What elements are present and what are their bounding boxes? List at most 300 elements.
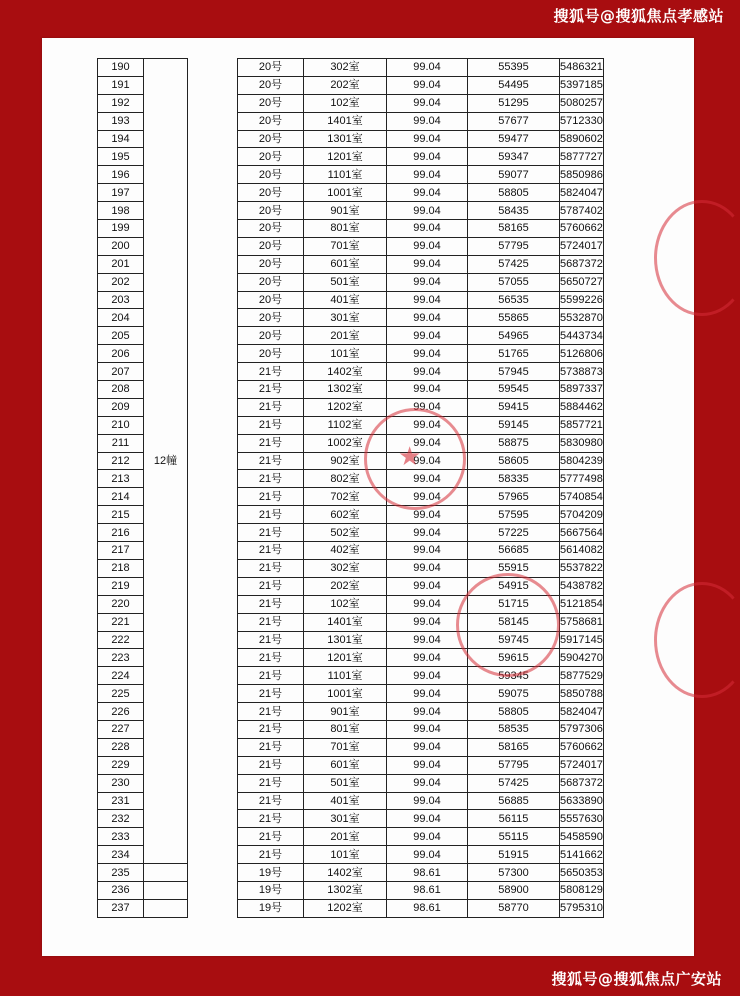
cell-unit-building: 20号 (238, 237, 304, 255)
cell-room: 101室 (304, 345, 387, 363)
cell-total-price: 5804239 (560, 452, 604, 470)
cell-unit-price: 59615 (468, 649, 560, 667)
cell-total-price: 5704209 (560, 506, 604, 524)
cell-unit-price: 58535 (468, 720, 560, 738)
cell-area: 99.04 (387, 720, 468, 738)
cell-row-number: 235 (98, 864, 144, 882)
cell-spacer (188, 327, 238, 345)
cell-room: 701室 (304, 738, 387, 756)
cell-unit-price: 57225 (468, 524, 560, 542)
cell-row-number: 236 (98, 881, 144, 899)
cell-row-number: 223 (98, 649, 144, 667)
cell-row-number: 228 (98, 738, 144, 756)
cell-row-number: 202 (98, 273, 144, 291)
cell-row-number: 230 (98, 774, 144, 792)
cell-area: 99.04 (387, 255, 468, 273)
cell-spacer (188, 345, 238, 363)
cell-unit-building: 21号 (238, 398, 304, 416)
cell-unit-building: 21号 (238, 846, 304, 864)
cell-unit-price: 56115 (468, 810, 560, 828)
table-row (98, 881, 604, 899)
cell-area: 99.04 (387, 130, 468, 148)
cell-unit-price: 58805 (468, 184, 560, 202)
cell-row-number: 219 (98, 577, 144, 595)
cell-unit-building: 21号 (238, 613, 304, 631)
cell-unit-price: 58335 (468, 470, 560, 488)
cell-spacer (188, 846, 238, 864)
cell-unit-building: 21号 (238, 559, 304, 577)
cell-unit-price: 56885 (468, 792, 560, 810)
cell-row-number: 226 (98, 703, 144, 721)
cell-area: 99.04 (387, 810, 468, 828)
cell-total-price: 5633890 (560, 792, 604, 810)
cell-area: 99.04 (387, 649, 468, 667)
cell-total-price: 5080257 (560, 94, 604, 112)
cell-unit-price: 51765 (468, 345, 560, 363)
cell-unit-building: 20号 (238, 255, 304, 273)
table-body (98, 59, 604, 918)
table-row (98, 864, 604, 882)
cell-unit-price: 59415 (468, 398, 560, 416)
cell-area: 99.04 (387, 94, 468, 112)
cell-spacer (188, 828, 238, 846)
cell-room: 701室 (304, 237, 387, 255)
cell-area: 99.04 (387, 166, 468, 184)
cell-total-price: 5877529 (560, 667, 604, 685)
cell-room: 202室 (304, 577, 387, 595)
cell-spacer (188, 273, 238, 291)
cell-spacer (188, 506, 238, 524)
cell-area: 99.04 (387, 345, 468, 363)
cell-unit-building: 20号 (238, 345, 304, 363)
cell-unit-building: 21号 (238, 792, 304, 810)
cell-total-price: 5724017 (560, 756, 604, 774)
cell-row-number: 206 (98, 345, 144, 363)
cell-area: 99.04 (387, 398, 468, 416)
cell-area: 99.04 (387, 237, 468, 255)
cell-unit-price: 54915 (468, 577, 560, 595)
cell-room: 1402室 (304, 864, 387, 882)
cell-spacer (188, 398, 238, 416)
cell-row-number: 208 (98, 381, 144, 399)
cell-area: 99.04 (387, 738, 468, 756)
cell-unit-building: 19号 (238, 881, 304, 899)
cell-room: 1201室 (304, 148, 387, 166)
cell-area: 99.04 (387, 291, 468, 309)
cell-unit-price: 59345 (468, 667, 560, 685)
cell-total-price: 5537822 (560, 559, 604, 577)
cell-room: 301室 (304, 810, 387, 828)
cell-total-price: 5850788 (560, 685, 604, 703)
cell-row-number: 195 (98, 148, 144, 166)
document-page (42, 38, 694, 956)
cell-area: 98.61 (387, 881, 468, 899)
cell-unit-price: 57425 (468, 774, 560, 792)
cell-unit-price: 54495 (468, 76, 560, 94)
cell-area: 99.04 (387, 148, 468, 166)
cell-spacer (188, 881, 238, 899)
cell-total-price: 5121854 (560, 595, 604, 613)
cell-total-price: 5777498 (560, 470, 604, 488)
cell-area: 99.04 (387, 76, 468, 94)
cell-row-number: 209 (98, 398, 144, 416)
cell-total-price: 5758681 (560, 613, 604, 631)
cell-room: 801室 (304, 220, 387, 238)
cell-unit-building: 21号 (238, 667, 304, 685)
cell-spacer (188, 792, 238, 810)
cell-total-price: 5808129 (560, 881, 604, 899)
cell-unit-building: 21号 (238, 595, 304, 613)
cell-spacer (188, 184, 238, 202)
cell-spacer (188, 363, 238, 381)
cell-room: 302室 (304, 59, 387, 77)
cell-room: 1401室 (304, 613, 387, 631)
cell-area: 99.04 (387, 452, 468, 470)
cell-area: 99.04 (387, 202, 468, 220)
cell-unit-building: 20号 (238, 273, 304, 291)
cell-row-number: 196 (98, 166, 144, 184)
cell-unit-building: 20号 (238, 94, 304, 112)
cell-spacer (188, 434, 238, 452)
cell-total-price: 5897337 (560, 381, 604, 399)
cell-room: 702室 (304, 488, 387, 506)
cell-unit-building: 21号 (238, 577, 304, 595)
cell-total-price: 5795310 (560, 899, 604, 917)
cell-unit-building: 20号 (238, 291, 304, 309)
cell-area: 98.61 (387, 864, 468, 882)
cell-building-group-empty (144, 881, 188, 899)
cell-spacer (188, 59, 238, 77)
cell-unit-price: 58605 (468, 452, 560, 470)
cell-row-number: 216 (98, 524, 144, 542)
cell-spacer (188, 613, 238, 631)
cell-spacer (188, 148, 238, 166)
cell-row-number: 213 (98, 470, 144, 488)
cell-unit-price: 51715 (468, 595, 560, 613)
cell-total-price: 5797306 (560, 720, 604, 738)
cell-area: 99.04 (387, 792, 468, 810)
cell-unit-building: 20号 (238, 112, 304, 130)
cell-row-number: 204 (98, 309, 144, 327)
cell-spacer (188, 649, 238, 667)
cell-room: 1302室 (304, 381, 387, 399)
cell-unit-price: 58805 (468, 703, 560, 721)
cell-spacer (188, 381, 238, 399)
cell-area: 99.04 (387, 846, 468, 864)
cell-row-number: 207 (98, 363, 144, 381)
cell-spacer (188, 255, 238, 273)
cell-spacer (188, 524, 238, 542)
cell-room: 201室 (304, 828, 387, 846)
cell-spacer (188, 416, 238, 434)
cell-total-price: 5824047 (560, 703, 604, 721)
cell-room: 902室 (304, 452, 387, 470)
cell-area: 99.04 (387, 524, 468, 542)
price-table (97, 58, 604, 918)
cell-area: 99.04 (387, 363, 468, 381)
cell-unit-price: 54965 (468, 327, 560, 345)
cell-unit-building: 20号 (238, 130, 304, 148)
cell-total-price: 5760662 (560, 738, 604, 756)
cell-area: 99.04 (387, 309, 468, 327)
cell-room: 102室 (304, 595, 387, 613)
cell-row-number: 224 (98, 667, 144, 685)
cell-room: 801室 (304, 720, 387, 738)
cell-spacer (188, 237, 238, 255)
cell-row-number: 234 (98, 846, 144, 864)
cell-total-price: 5904270 (560, 649, 604, 667)
cell-room: 102室 (304, 94, 387, 112)
cell-row-number: 203 (98, 291, 144, 309)
cell-spacer (188, 452, 238, 470)
cell-area: 99.04 (387, 416, 468, 434)
cell-spacer (188, 309, 238, 327)
cell-room: 1002室 (304, 434, 387, 452)
cell-area: 99.04 (387, 220, 468, 238)
cell-row-number: 225 (98, 685, 144, 703)
cell-unit-building: 20号 (238, 202, 304, 220)
cell-total-price: 5667564 (560, 524, 604, 542)
cell-total-price: 5917145 (560, 631, 604, 649)
cell-row-number: 193 (98, 112, 144, 130)
cell-unit-price: 59347 (468, 148, 560, 166)
seal-star-icon: ★ (398, 442, 422, 472)
cell-spacer (188, 595, 238, 613)
cell-room: 1001室 (304, 685, 387, 703)
cell-room: 501室 (304, 774, 387, 792)
cell-unit-price: 56685 (468, 542, 560, 560)
cell-unit-price: 57795 (468, 237, 560, 255)
cell-area: 99.04 (387, 577, 468, 595)
cell-room: 1302室 (304, 881, 387, 899)
cell-area: 99.04 (387, 381, 468, 399)
cell-unit-building: 21号 (238, 524, 304, 542)
cell-unit-building: 20号 (238, 59, 304, 77)
cell-unit-building: 20号 (238, 166, 304, 184)
cell-total-price: 5141662 (560, 846, 604, 864)
cell-total-price: 5890602 (560, 130, 604, 148)
cell-total-price: 5824047 (560, 184, 604, 202)
cell-row-number: 200 (98, 237, 144, 255)
cell-unit-price: 55395 (468, 59, 560, 77)
cell-area: 99.04 (387, 434, 468, 452)
cell-area: 99.04 (387, 685, 468, 703)
cell-unit-building: 21号 (238, 756, 304, 774)
cell-unit-price: 57965 (468, 488, 560, 506)
cell-unit-building: 21号 (238, 542, 304, 560)
cell-area: 99.04 (387, 595, 468, 613)
cell-spacer (188, 130, 238, 148)
cell-total-price: 5724017 (560, 237, 604, 255)
cell-total-price: 5557630 (560, 810, 604, 828)
cell-room: 502室 (304, 524, 387, 542)
cell-unit-building: 19号 (238, 899, 304, 917)
cell-spacer (188, 94, 238, 112)
cell-total-price: 5126806 (560, 345, 604, 363)
cell-total-price: 5599226 (560, 291, 604, 309)
cell-spacer (188, 864, 238, 882)
cell-total-price: 5740854 (560, 488, 604, 506)
cell-spacer (188, 76, 238, 94)
cell-unit-building: 21号 (238, 774, 304, 792)
cell-total-price: 5884462 (560, 398, 604, 416)
cell-spacer (188, 220, 238, 238)
cell-unit-price: 57595 (468, 506, 560, 524)
cell-room: 302室 (304, 559, 387, 577)
cell-unit-price: 57945 (468, 363, 560, 381)
cell-unit-price: 58145 (468, 613, 560, 631)
cell-area: 99.04 (387, 613, 468, 631)
cell-spacer (188, 166, 238, 184)
cell-room: 601室 (304, 756, 387, 774)
cell-row-number: 222 (98, 631, 144, 649)
cell-row-number: 214 (98, 488, 144, 506)
cell-total-price: 5760662 (560, 220, 604, 238)
cell-room: 1301室 (304, 130, 387, 148)
cell-area: 99.04 (387, 506, 468, 524)
cell-unit-building: 20号 (238, 327, 304, 345)
cell-spacer (188, 738, 238, 756)
cell-unit-price: 58770 (468, 899, 560, 917)
cell-unit-building: 20号 (238, 309, 304, 327)
cell-spacer (188, 631, 238, 649)
cell-unit-price: 59077 (468, 166, 560, 184)
cell-row-number: 197 (98, 184, 144, 202)
cell-unit-price: 55865 (468, 309, 560, 327)
cell-row-number: 211 (98, 434, 144, 452)
cell-room: 1202室 (304, 398, 387, 416)
cell-total-price: 5687372 (560, 255, 604, 273)
cell-room: 601室 (304, 255, 387, 273)
cell-room: 802室 (304, 470, 387, 488)
cell-row-number: 199 (98, 220, 144, 238)
cell-room: 1202室 (304, 899, 387, 917)
cell-row-number: 205 (98, 327, 144, 345)
partial-seal (654, 582, 740, 698)
cell-row-number: 232 (98, 810, 144, 828)
cell-room: 501室 (304, 273, 387, 291)
cell-total-price: 5850986 (560, 166, 604, 184)
cell-total-price: 5787402 (560, 202, 604, 220)
cell-room: 602室 (304, 506, 387, 524)
cell-row-number: 212 (98, 452, 144, 470)
cell-unit-building: 19号 (238, 864, 304, 882)
cell-row-number: 229 (98, 756, 144, 774)
cell-building-group-empty (144, 899, 188, 917)
cell-unit-building: 21号 (238, 631, 304, 649)
cell-total-price: 5650353 (560, 864, 604, 882)
cell-spacer (188, 559, 238, 577)
cell-area: 99.04 (387, 756, 468, 774)
cell-room: 301室 (304, 309, 387, 327)
cell-spacer (188, 810, 238, 828)
cell-row-number: 220 (98, 595, 144, 613)
cell-row-number: 191 (98, 76, 144, 94)
cell-total-price: 5486321 (560, 59, 604, 77)
cell-room: 1301室 (304, 631, 387, 649)
cell-unit-building: 21号 (238, 703, 304, 721)
cell-unit-price: 59145 (468, 416, 560, 434)
cell-total-price: 5443734 (560, 327, 604, 345)
cell-room: 402室 (304, 542, 387, 560)
cell-spacer (188, 202, 238, 220)
cell-row-number: 210 (98, 416, 144, 434)
cell-area: 99.04 (387, 470, 468, 488)
cell-area: 99.04 (387, 112, 468, 130)
cell-unit-price: 58165 (468, 738, 560, 756)
cell-unit-building: 21号 (238, 738, 304, 756)
cell-unit-building: 21号 (238, 434, 304, 452)
cell-total-price: 5458590 (560, 828, 604, 846)
cell-area: 99.04 (387, 542, 468, 560)
cell-unit-building: 21号 (238, 649, 304, 667)
cell-total-price: 5687372 (560, 774, 604, 792)
cell-room: 901室 (304, 202, 387, 220)
cell-unit-building: 21号 (238, 452, 304, 470)
cell-unit-building: 21号 (238, 470, 304, 488)
cell-total-price: 5397185 (560, 76, 604, 94)
cell-spacer (188, 756, 238, 774)
table-row (98, 59, 604, 77)
cell-area: 98.61 (387, 899, 468, 917)
cell-unit-price: 58165 (468, 220, 560, 238)
cell-room: 101室 (304, 846, 387, 864)
cell-room: 1101室 (304, 166, 387, 184)
cell-unit-price: 58435 (468, 202, 560, 220)
cell-spacer (188, 470, 238, 488)
cell-unit-price: 55115 (468, 828, 560, 846)
cell-total-price: 5738873 (560, 363, 604, 381)
cell-row-number: 237 (98, 899, 144, 917)
cell-unit-building: 21号 (238, 416, 304, 434)
cell-area: 99.04 (387, 327, 468, 345)
cell-total-price: 5857721 (560, 416, 604, 434)
cell-unit-price: 59477 (468, 130, 560, 148)
cell-row-number: 198 (98, 202, 144, 220)
cell-unit-building: 21号 (238, 685, 304, 703)
cell-spacer (188, 720, 238, 738)
cell-row-number: 218 (98, 559, 144, 577)
cell-unit-price: 59075 (468, 685, 560, 703)
cell-unit-price: 58875 (468, 434, 560, 452)
cell-room: 1201室 (304, 649, 387, 667)
cell-row-number: 192 (98, 94, 144, 112)
cell-spacer (188, 577, 238, 595)
watermark-bottom: 搜狐号@搜狐焦点广安站 (551, 970, 722, 988)
cell-row-number: 190 (98, 59, 144, 77)
cell-area: 99.04 (387, 828, 468, 846)
cell-area: 99.04 (387, 774, 468, 792)
cell-spacer (188, 291, 238, 309)
cell-unit-building: 21号 (238, 810, 304, 828)
cell-unit-price: 59745 (468, 631, 560, 649)
cell-area: 99.04 (387, 184, 468, 202)
cell-unit-price: 51915 (468, 846, 560, 864)
cell-area: 99.04 (387, 488, 468, 506)
cell-row-number: 227 (98, 720, 144, 738)
cell-unit-building: 21号 (238, 363, 304, 381)
cell-spacer (188, 685, 238, 703)
cell-unit-price: 57677 (468, 112, 560, 130)
cell-spacer (188, 667, 238, 685)
cell-total-price: 5650727 (560, 273, 604, 291)
cell-room: 1402室 (304, 363, 387, 381)
cell-unit-building: 21号 (238, 828, 304, 846)
cell-spacer (188, 112, 238, 130)
cell-spacer (188, 899, 238, 917)
table-row (98, 899, 604, 917)
cell-total-price: 5438782 (560, 577, 604, 595)
